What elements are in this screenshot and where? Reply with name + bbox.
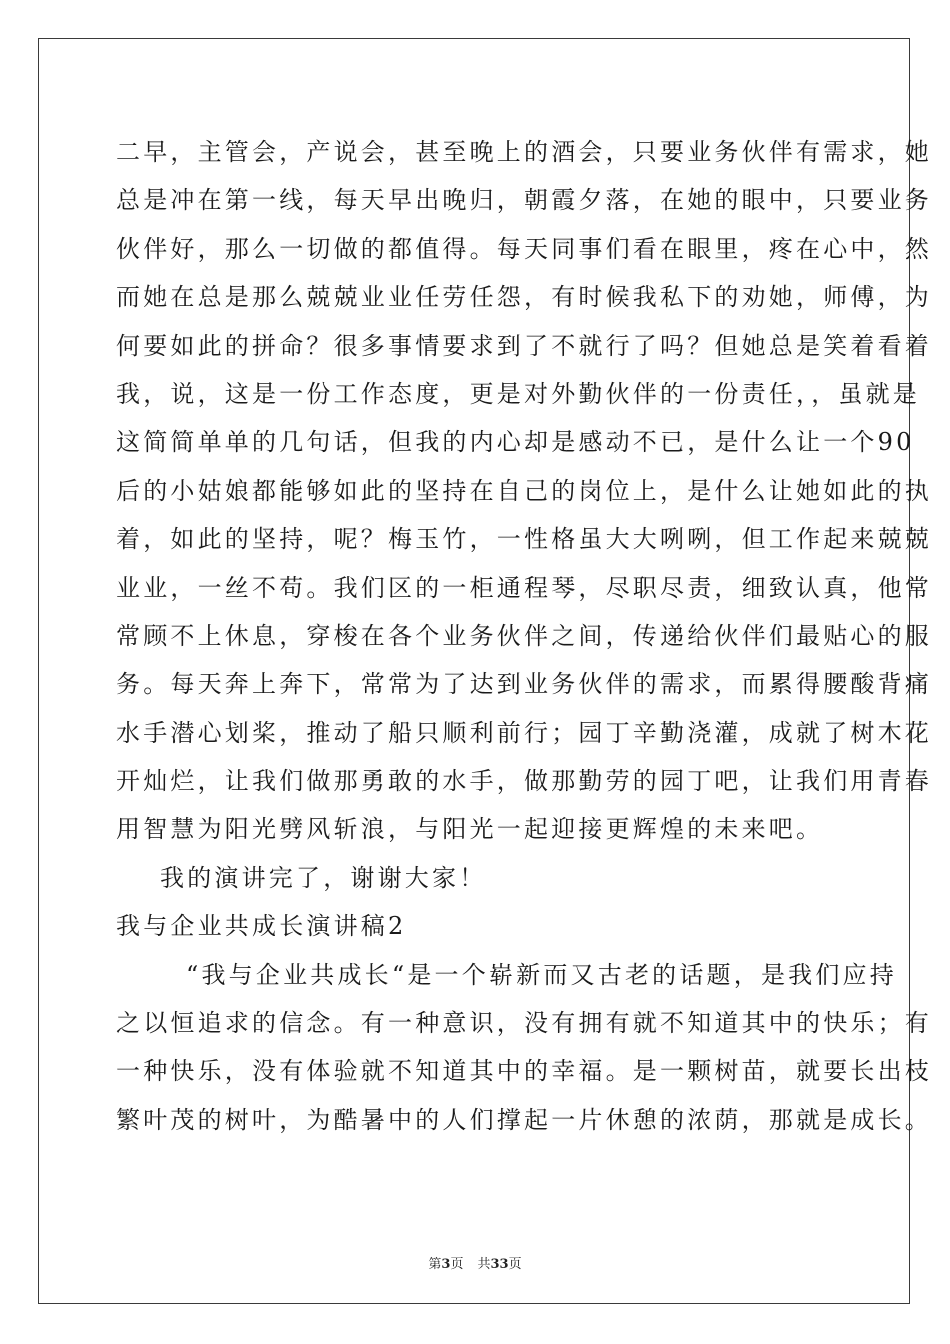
paragraph-line: 何要如此的拼命？很多事情要求到了不就行了吗？但她总是笑着看着: [116, 331, 932, 360]
footer-page-suffix: 页: [450, 1257, 464, 1272]
document-body: [116, 128, 932, 1144]
paragraph-line: 常顾不上休息，穿梭在各个业务伙伴之间，传递给伙伴们最贴心的服: [116, 621, 932, 650]
paragraph-line: 这简简单单的几句话，但我的内心却是感动不已，是什么让一个90: [116, 428, 915, 457]
footer-page-number: 3: [441, 1257, 451, 1272]
paragraph-line: 务。每天奔上奔下，常常为了达到业务伙伴的需求，而累得腰酸背痛: [116, 670, 932, 699]
footer-total-pages: 33: [490, 1257, 509, 1272]
paragraph-line: 之以恒追求的信念。有一种意识，没有拥有就不知道其中的快乐；有: [116, 1009, 932, 1038]
paragraph-line: 着，如此的坚持，呢？梅玉竹，一性格虽大大咧咧，但工作起来兢兢: [116, 525, 932, 554]
paragraph-line: 后的小姑娘都能够如此的坚持在自己的岗位上，是什么让她如此的执: [116, 476, 932, 505]
paragraph-line: 伙伴好，那么一切做的都值得。每天同事们看在眼里，疼在心中，然: [116, 234, 932, 263]
paragraph-line: 一种快乐，没有体验就不知道其中的幸福。是一颗树苗，就要长出枝: [116, 1057, 932, 1086]
paragraph-line: 而她在总是那么兢兢业业任劳任怨，有时候我私下的劝她，师傅，为: [116, 283, 932, 312]
paragraph-line: “我与企业共成长“是一个崭新而又古老的话题，是我们应持: [186, 960, 897, 989]
paragraph-line: 我，说，这是一份工作态度，更是对外勤伙伴的一份责任，，虽就是: [116, 379, 920, 408]
footer-total-suffix: 页: [508, 1257, 522, 1272]
paragraph-line: 业业，一丝不苟。我们区的一柜通程琴，尽职尽责，细致认真，他常: [116, 573, 932, 602]
footer-prefix: 第: [428, 1257, 442, 1272]
page-footer: [0, 1253, 950, 1272]
closing-line: 我的演讲完了，谢谢大家！: [160, 863, 487, 892]
section-heading: 我与企业共成长演讲稿2: [116, 912, 407, 941]
paragraph-line: 繁叶茂的树叶，为酷暑中的人们撑起一片休憩的浓荫，那就是成长。: [116, 1105, 932, 1134]
paragraph-line: 用智慧为阳光劈风斩浪，与阳光一起迎接更辉煌的未来吧。: [116, 815, 824, 844]
paragraph-line: 二早，主管会，产说会，甚至晚上的酒会，只要业务伙伴有需求，她: [116, 138, 932, 166]
paragraph-line: 总是冲在第一线，每天早出晚归，朝霞夕落，在她的眼中，只要业务: [116, 186, 932, 215]
paragraph-line: 水手潜心划桨，推动了船只顺利前行；园丁辛勤浇灌，成就了树木花: [116, 718, 932, 747]
paragraph-line: 开灿烂，让我们做那勇敢的水手，做那勤劳的园丁吧，让我们用青春: [116, 767, 932, 796]
footer-total-prefix: 共: [477, 1257, 491, 1272]
